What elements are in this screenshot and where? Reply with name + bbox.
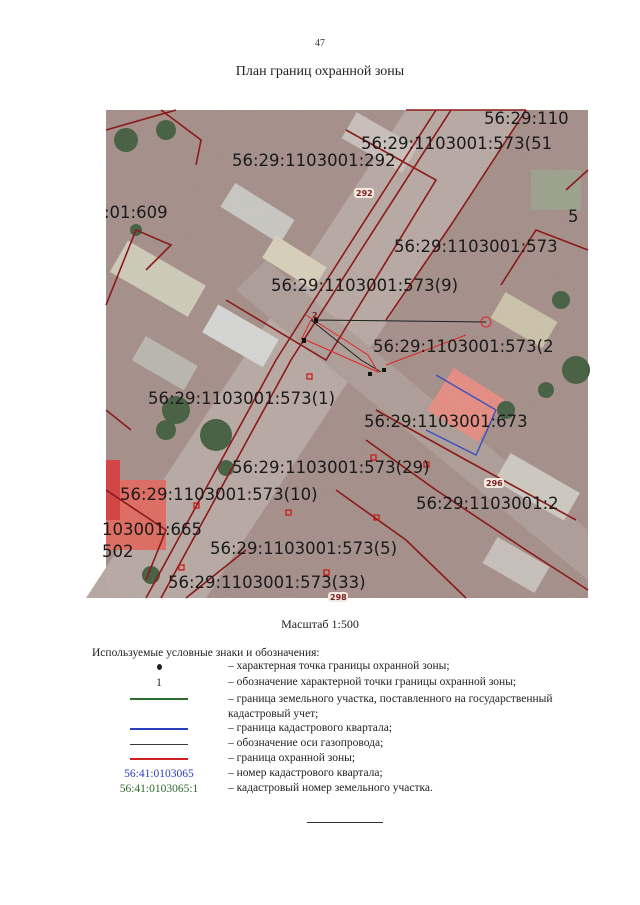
- svg-text:292: 292: [356, 189, 373, 198]
- map-label: 56:29:1103001:2: [416, 494, 559, 513]
- map-canvas: [102, 109, 588, 602]
- legend-item-protection-zone: [90, 752, 610, 766]
- footer-rule: [307, 822, 383, 823]
- black-line-icon: [130, 744, 188, 745]
- map-label: 56:29:1103001:573(33): [168, 573, 366, 592]
- map-label: 56:29:1103001:573(9): [271, 276, 459, 295]
- legend-desc: – обозначение оси газопровода;: [228, 737, 384, 749]
- legend-desc: – граница земельного участка, поставленного на государственный кадастровый учет;: [228, 693, 553, 720]
- map-label: 103001:665: [102, 520, 203, 539]
- page-number: 47: [315, 38, 325, 49]
- map-label: 56:29:1103001:573(1): [148, 389, 336, 408]
- scale-label: Масштаб 1:500: [281, 617, 359, 631]
- legend-item-pipeline-axis: [90, 737, 610, 751]
- point-number: 2: [312, 311, 318, 320]
- map-label: 56:29:1103001:292: [232, 151, 396, 170]
- green-line-icon: [130, 698, 188, 700]
- legend-desc: – обозначение характерной точки границы охранной зоны;: [228, 676, 517, 688]
- legend-symbol-text: 56:41:0103065: [124, 768, 194, 780]
- legend-desc: – характерная точка границы охранной зоны;: [228, 660, 450, 672]
- map-label: 5: [568, 207, 579, 226]
- legend-symbol-text: 1: [156, 677, 162, 689]
- legend-desc: – номер кадастрового квартала;: [228, 767, 383, 779]
- legend-item-quarter-number: [90, 767, 610, 781]
- map-label: 502: [102, 542, 134, 561]
- legend-desc: – граница кадастрового квартала;: [228, 722, 393, 734]
- legend-title: Используемые условные знаки и обозначения:: [92, 647, 320, 659]
- map-label: 56:29:1103001:573: [394, 237, 558, 256]
- map-view[interactable]: [102, 109, 588, 602]
- map-label: 56:29:1103001:573(51: [361, 134, 553, 153]
- legend-item-parcel-boundary: [90, 692, 610, 722]
- map-label: 56:29:1103001:573(29): [232, 458, 430, 477]
- map-label: 56:29:1103001:573(5): [210, 539, 398, 558]
- map-label: 56:29:1103001:573(10): [120, 485, 318, 504]
- map-label: 56:29:1103001:673: [364, 412, 528, 431]
- map-label: :01:609: [104, 203, 168, 222]
- svg-text:298: 298: [330, 593, 347, 602]
- page-title: План границ охранной зоны: [235, 64, 405, 79]
- legend-item-point: [90, 660, 610, 674]
- legend-desc: – кадастровый номер земельного участка.: [228, 782, 433, 794]
- legend-item-quarter-boundary: [90, 722, 610, 736]
- legend-desc: – граница охранной зоны;: [228, 752, 356, 764]
- point-dot-icon: [157, 664, 162, 670]
- legend-item-parcel-number: [90, 782, 610, 796]
- svg-text:296: 296: [486, 479, 503, 488]
- red-line-icon: [130, 758, 188, 760]
- legend-item-point-number: [90, 676, 610, 690]
- legend-symbol-text: 56:41:0103065:1: [119, 783, 199, 795]
- blue-line-icon: [130, 728, 188, 730]
- map-label: 56:29:110: [484, 109, 569, 128]
- map-label: 56:29:1103001:573(2: [373, 337, 554, 356]
